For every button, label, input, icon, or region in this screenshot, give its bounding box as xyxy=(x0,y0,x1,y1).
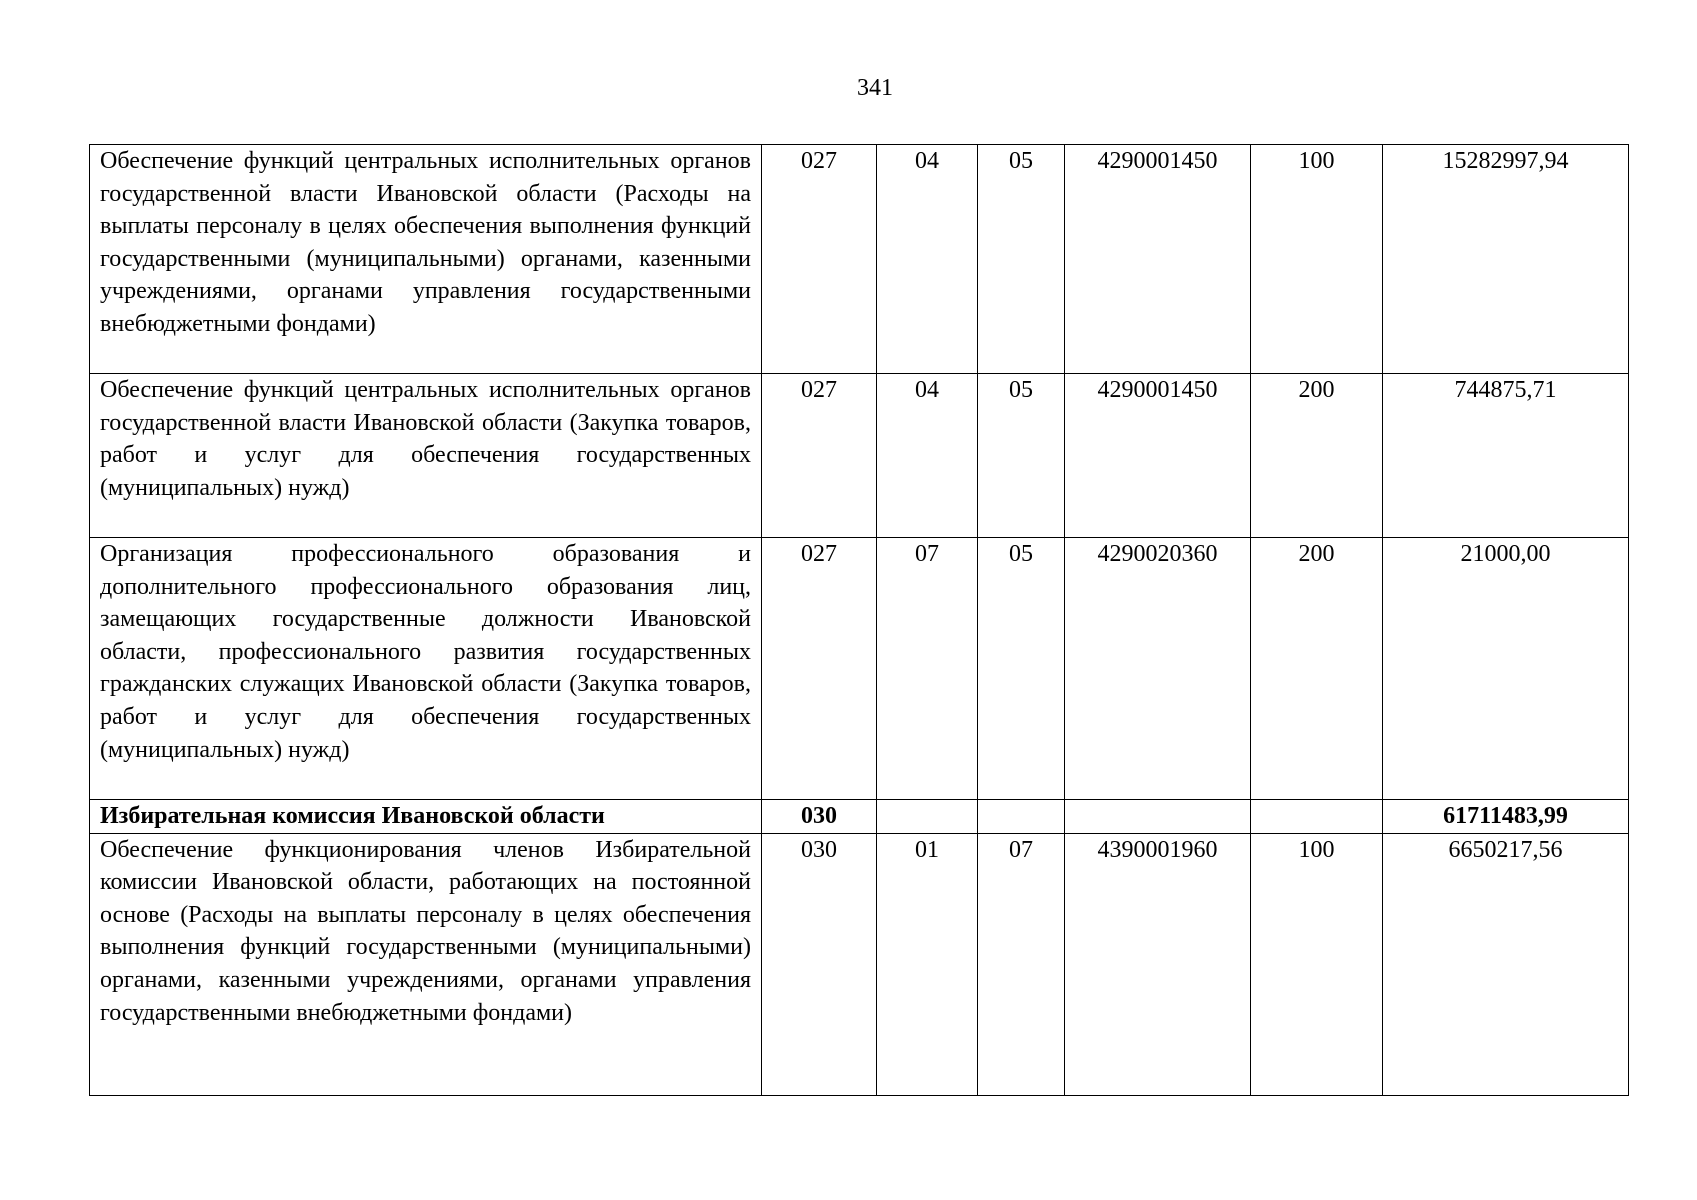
amount: 744875,71 xyxy=(1383,374,1629,538)
expense-type-code: 100 xyxy=(1251,145,1383,374)
subsection-code xyxy=(978,800,1065,834)
subsection-code: 05 xyxy=(978,374,1065,538)
ministry-code: 027 xyxy=(762,538,877,800)
expense-type-code: 200 xyxy=(1251,374,1383,538)
subsection-code: 05 xyxy=(978,145,1065,374)
row-description: Обеспечение функционирования членов Избирательной комиссии Ивановской области, работающих на постоянной основе (Расходы на выплаты персоналу в целях обеспечения выполнения функций государственными (муниципальными) органами, казенными учреждениями, органами управления государственными внебюджетными фондами) xyxy=(90,833,762,1095)
amount: 6650217,56 xyxy=(1383,833,1629,1095)
budget-table xyxy=(89,144,1629,1096)
target-article-code xyxy=(1065,800,1251,834)
ministry-code: 027 xyxy=(762,374,877,538)
row-description: Обеспечение функций центральных исполнительных органов государственной власти Ивановской области (Закупка товаров, работ и услуг для обеспечения государственных (муниципальных) нужд) xyxy=(90,374,762,538)
expense-type-code: 200 xyxy=(1251,538,1383,800)
target-article-code: 4390001960 xyxy=(1065,833,1251,1095)
target-article-code: 4290001450 xyxy=(1065,374,1251,538)
ministry-code: 027 xyxy=(762,145,877,374)
section-code: 04 xyxy=(877,145,978,374)
ministry-code: 030 xyxy=(762,833,877,1095)
table-row xyxy=(90,833,1629,1095)
row-description: Избирательная комиссия Ивановской области xyxy=(90,800,762,834)
section-code xyxy=(877,800,978,834)
expense-type-code xyxy=(1251,800,1383,834)
table-row xyxy=(90,800,1629,834)
ministry-code: 030 xyxy=(762,800,877,834)
section-code: 07 xyxy=(877,538,978,800)
subsection-code: 05 xyxy=(978,538,1065,800)
amount: 15282997,94 xyxy=(1383,145,1629,374)
target-article-code: 4290001450 xyxy=(1065,145,1251,374)
table-row xyxy=(90,538,1629,800)
amount: 61711483,99 xyxy=(1383,800,1629,834)
amount: 21000,00 xyxy=(1383,538,1629,800)
row-description: Организация профессионального образования и дополнительного профессионального образования лиц, замещающих государственные должности Ивановской области, профессионального развития государственных гражданских служащих Ивановской области (Закупка товаров, работ и услуг для обеспечения государственных (муниципальных) нужд) xyxy=(90,538,762,800)
expense-type-code: 100 xyxy=(1251,833,1383,1095)
table-row xyxy=(90,145,1629,374)
target-article-code: 4290020360 xyxy=(1065,538,1251,800)
subsection-code: 07 xyxy=(978,833,1065,1095)
page-number: 341 xyxy=(857,75,893,101)
row-description: Обеспечение функций центральных исполнительных органов государственной власти Ивановской области (Расходы на выплаты персоналу в целях обеспечения выполнения функций государственными (муниципальными) органами, казенными учреждениями, органами управления государственными внебюджетными фондами) xyxy=(90,145,762,374)
section-code: 01 xyxy=(877,833,978,1095)
table-row xyxy=(90,374,1629,538)
section-code: 04 xyxy=(877,374,978,538)
